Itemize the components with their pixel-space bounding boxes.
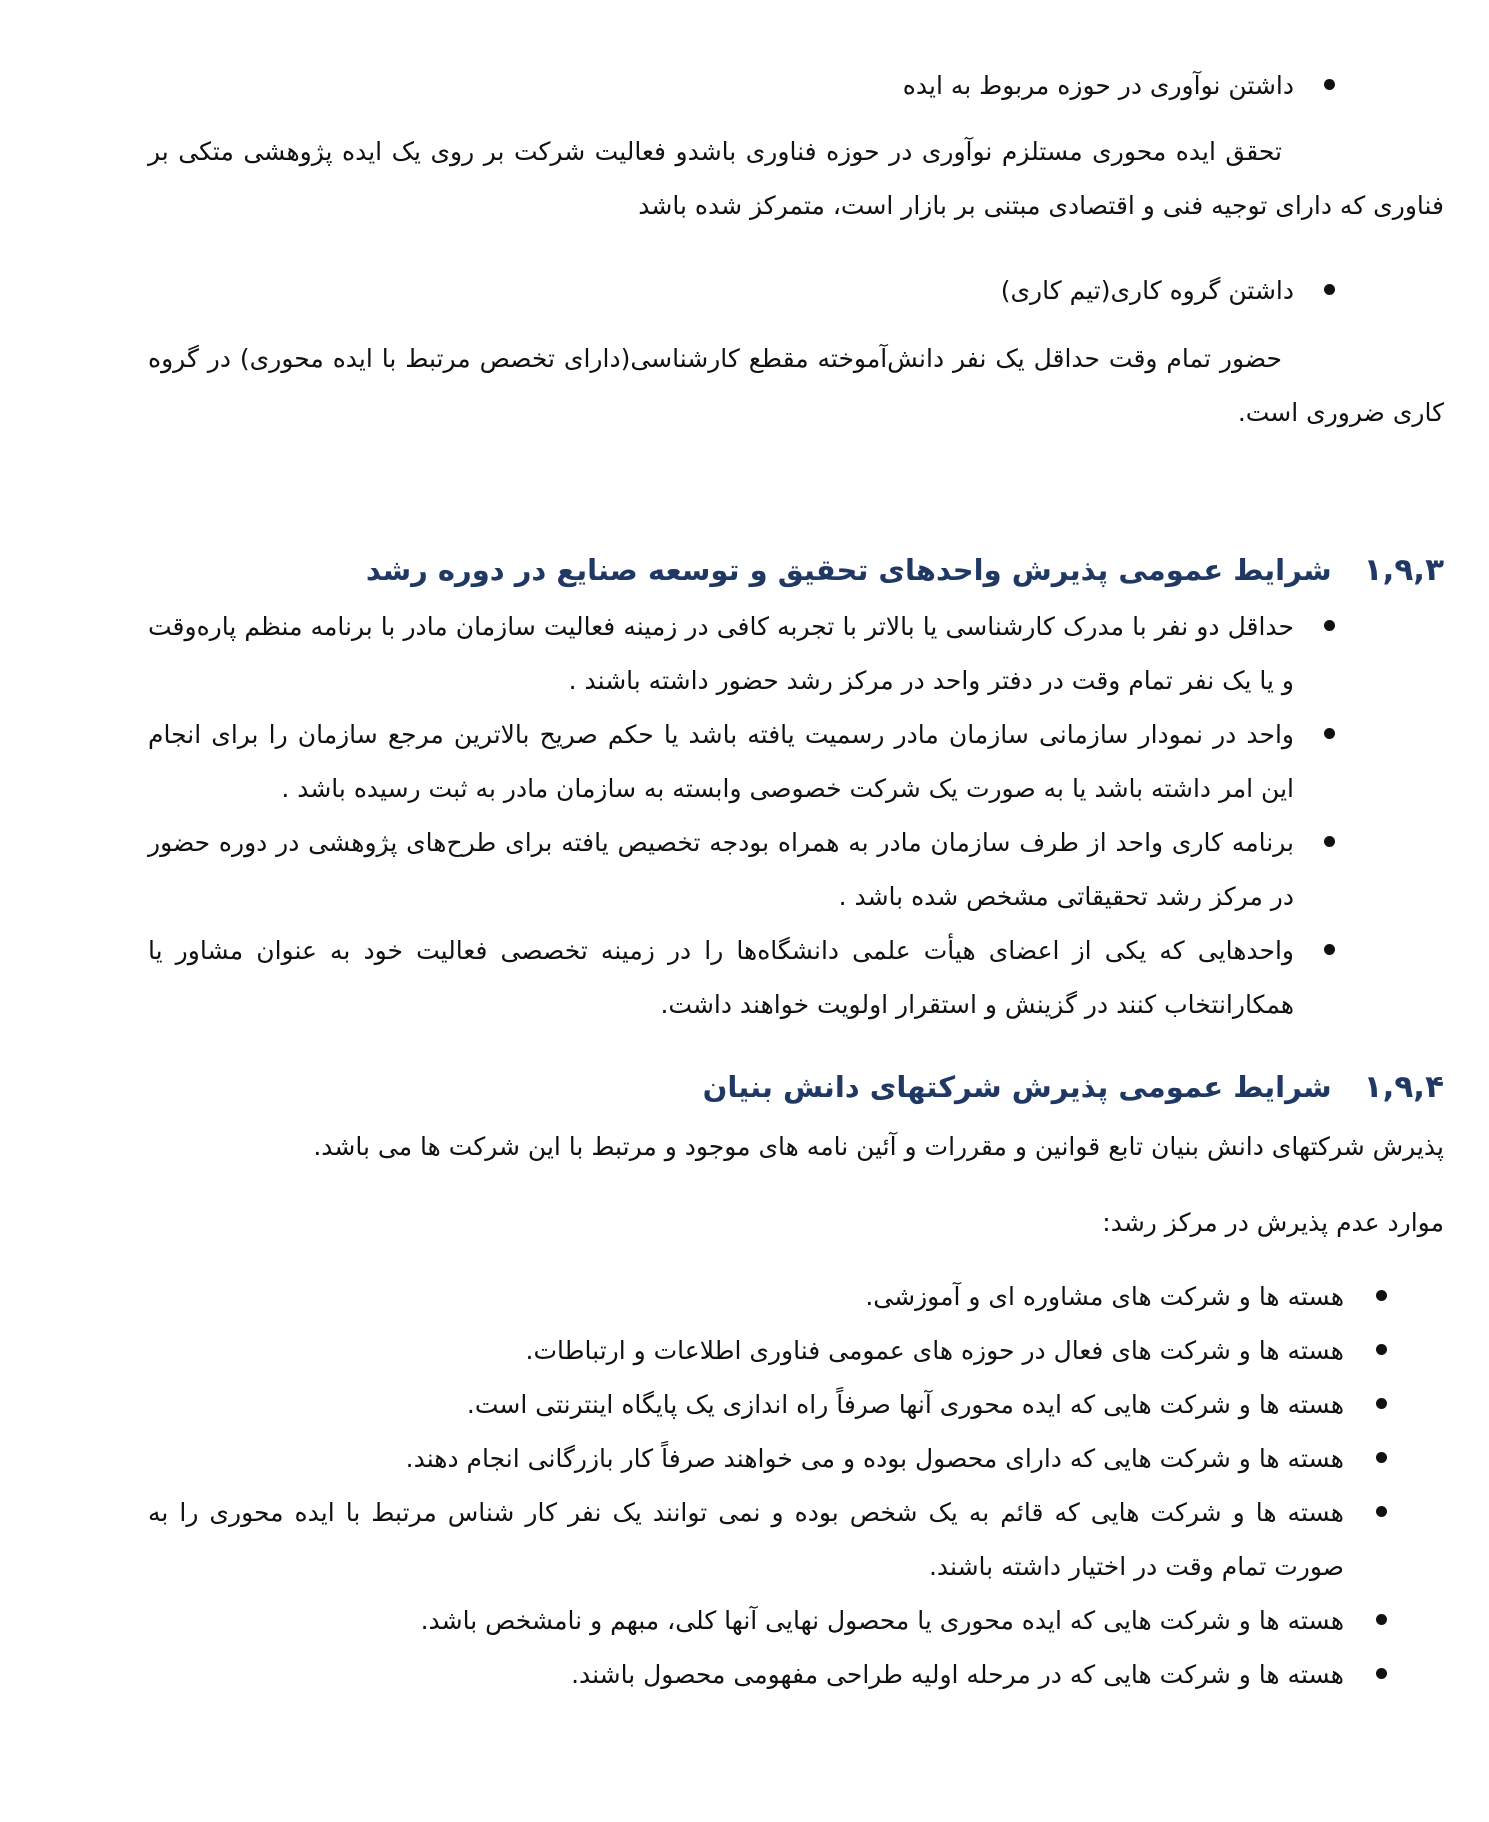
list-item	[148, 600, 1444, 708]
list-item	[148, 1648, 1444, 1702]
bullet-icon	[1376, 1290, 1387, 1301]
bullet-icon	[1324, 620, 1335, 631]
section-heading	[148, 540, 1444, 600]
section-title: شرایط عمومی پذیرش واحدهای تحقیق و توسعه صنایع در دوره رشد	[365, 553, 1332, 587]
bullet-icon	[1376, 1506, 1387, 1517]
bullet-icon	[1324, 728, 1335, 739]
list-heading: موارد عدم پذیرش در مرکز رشد:	[1102, 1208, 1444, 1237]
list-item	[148, 816, 1444, 924]
list-item	[148, 1378, 1444, 1432]
list-item-text: واحدهایی که یکی از اعضای هیأت علمی دانشگاه‌ها را در زمینه تخصصی فعالیت خود به عنوان مشاور یا همکارانتخاب کنند در گزینش و استقرار اولویت خواهند داشت.	[148, 936, 1294, 1019]
list-item	[148, 1432, 1444, 1486]
paragraph: پذیرش شرکتهای دانش بنیان تابع قوانین و مقررات و آئین نامه های موجود و مرتبط با این شرکت ها می باشد.	[313, 1132, 1444, 1161]
bullet-icon	[1376, 1344, 1387, 1355]
list-item	[148, 924, 1444, 1032]
list-item-text: واحد در نمودار سازمانی سازمان مادر رسمیت یافته باشد یا حکم صریح بالاترین مرجع سازمان را برای انجام این امر داشته باشد یا به صورت یک شرکت خصوصی وابسته به سازمان مادر به ثبت رسیده باشد .	[148, 720, 1294, 803]
bullet-icon	[1376, 1398, 1387, 1409]
bullet-icon	[1376, 1614, 1387, 1625]
list-item	[148, 1324, 1444, 1378]
list-item-text: هسته ها و شرکت هایی که در مرحله اولیه طراحی مفهومی محصول باشند.	[571, 1660, 1344, 1689]
list-item	[148, 59, 1444, 113]
list-item	[148, 1270, 1444, 1324]
list-item-text: هسته ها و شرکت هایی که قائم به یک شخص بوده و نمی توانند یک نفر کار شناس مرتبط با ایده محوری را به صورت تمام وقت در اختیار داشته باشند.	[148, 1498, 1344, 1581]
paragraph: تحقق ایده محوری مستلزم نوآوری در حوزه فناوری باشدو فعالیت شرکت بر روی یک ایده پژوهشی متکی بر فناوری که دارای توجیه فنی و اقتصادی مبتنی بر بازار است، متمرکز شده باشد	[148, 137, 1444, 220]
paragraph: حضور تمام وقت حداقل یک نفر دانش‌آموخته مقطع کارشناسی(دارای تخصص مرتبط با ایده محوری) در گروه کاری ضروری است.	[148, 344, 1444, 427]
list-item-text: هسته ها و شرکت های فعال در حوزه های عمومی فناوری اطلاعات و ارتباطات.	[525, 1336, 1344, 1365]
section-title: شرایط عمومی پذیرش شرکتهای دانش بنیان	[702, 1070, 1332, 1104]
list-item	[148, 1486, 1444, 1594]
list-item	[148, 708, 1444, 816]
bullet-icon	[1324, 79, 1335, 90]
bullet-icon	[1324, 284, 1335, 295]
list-item-text: هسته ها و شرکت هایی که ایده محوری یا محصول نهایی آنها کلی، مبهم و نامشخص باشد.	[420, 1606, 1344, 1635]
list-item-text: هسته ها و شرکت هایی که ایده محوری آنها صرفاً راه اندازی یک پایگاه اینترنتی است.	[466, 1390, 1344, 1419]
bullet-icon	[1376, 1452, 1387, 1463]
section-number: ۱,۹,۳	[1363, 552, 1444, 588]
section-number: ۱,۹,۴	[1363, 1069, 1444, 1105]
list-item	[148, 1594, 1444, 1648]
list-item-text: داشتن گروه کاری(تیم کاری)	[1000, 276, 1294, 305]
list-item-text: هسته ها و شرکت های مشاوره ای و آموزشی.	[865, 1282, 1344, 1311]
bullet-icon	[1376, 1668, 1387, 1679]
section-heading	[148, 1057, 1444, 1117]
list-item-text: برنامه کاری واحد از طرف سازمان مادر به همراه بودجه تخصیص یافته برای طرح‌های پژوهشی در دوره حضور در مرکز رشد تحقیقاتی مشخص شده باشد .	[148, 828, 1294, 911]
list-item	[148, 264, 1444, 318]
bullet-icon	[1324, 836, 1335, 847]
list-item-text: داشتن نوآوری در حوزه مربوط به ایده	[902, 71, 1294, 100]
list-item-text: هسته ها و شرکت هایی که دارای محصول بوده و می خواهند صرفاً کار بازرگانی انجام دهند.	[405, 1444, 1344, 1473]
list-item-text: حداقل دو نفر با مدرک کارشناسی یا بالاتر با تجربه کافی در زمینه فعالیت سازمان مادر با برنامه منظم پاره‌وقت و یا یک نفر تمام وقت در دفتر واحد در مرکز رشد حضور داشته باشند .	[148, 612, 1294, 695]
bullet-icon	[1324, 944, 1335, 955]
